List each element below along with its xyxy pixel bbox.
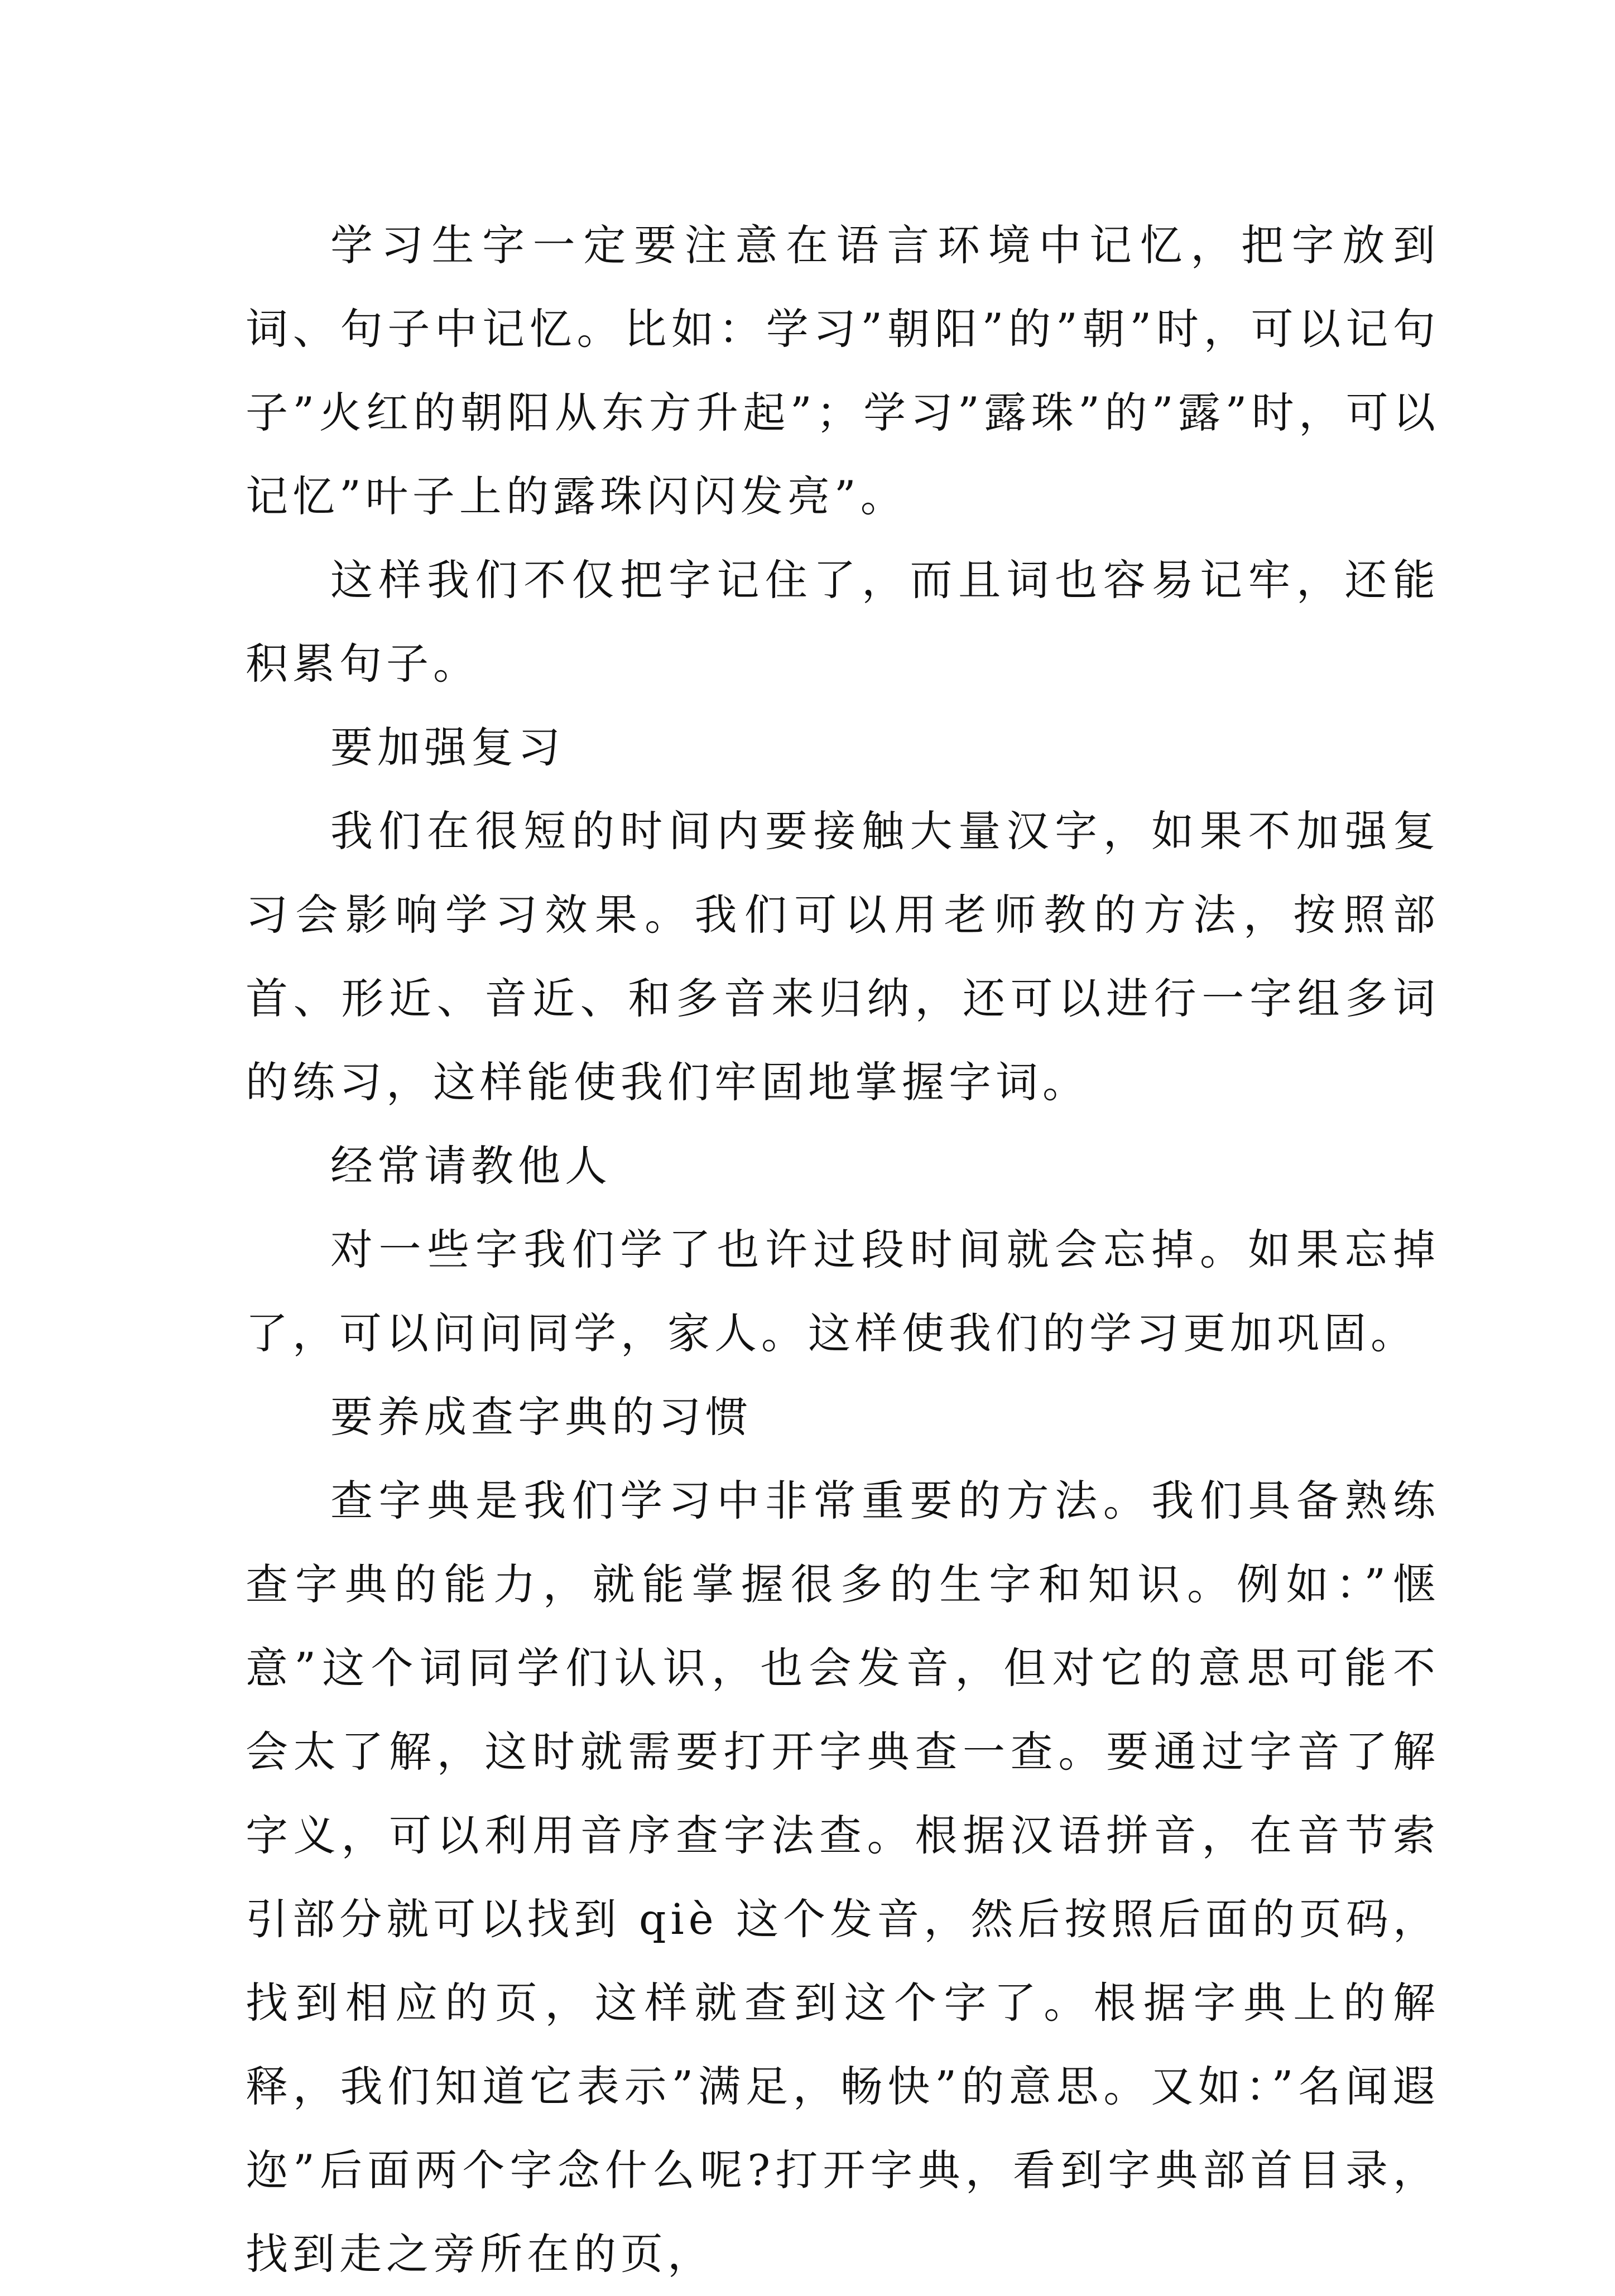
paragraph-ask-others: 对一些字我们学了也许过段时间就会忘掉。如果忘掉了，可以问问同学，家人。这样使我们的学习更加巩固。 [246,1225,1440,1358]
paragraph-review: 我们在很短的时间内要接触大量汉字，如果不加强复习会影响学习效果。我们可以用老师教的方法，按照部首、形近、音近、和多音来归纳，还可以进行一字组多词的练习，这样能使我们牢固地掌握字词。 [246,806,1440,1107]
heading-review: 要加强复习 [330,723,565,772]
document-body [246,204,1440,2296]
paragraph-memory-in-context: 学习生字一定要注意在语言环境中记忆，把字放到词、句子中记忆。比如：学习”朝阳”的”朝”时，可以记句子”火红的朝阳从东方升起”；学习”露珠”的”露”时，可以记忆”叶子上的露珠闪闪发亮”。 [246,220,1440,521]
paragraph-remember-words: 这样我们不仅把字记住了，而且词也容易记牢，还能积累句子。 [246,555,1440,689]
heading-dictionary-habit: 要养成查字典的习惯 [330,1392,752,1442]
heading-ask-others: 经常请教他人 [330,1141,612,1191]
paragraph-dictionary-habit: 查字典是我们学习中非常重要的方法。我们具备熟练查字典的能力，就能掌握很多的生字和知识。例如：”惬意”这个词同学们认识，也会发音，但对它的意思可能不会太了解，这时就需要打开字典查一查。要通过字音了解字义，可以利用音序查字法查。根据汉语拼音，在音节索引部分就可以找到 qiè 这个发音，然后按照后面的页码，找到相应的页，这样就查到这个字了。根据字典上的解释，我们知道它表示”满足，畅快”的意思。又如：”名闻遐迩”后面两个字念什么呢?打开字典，看到字典部首目录，找到走之旁所在的页， [246,1476,1440,2279]
